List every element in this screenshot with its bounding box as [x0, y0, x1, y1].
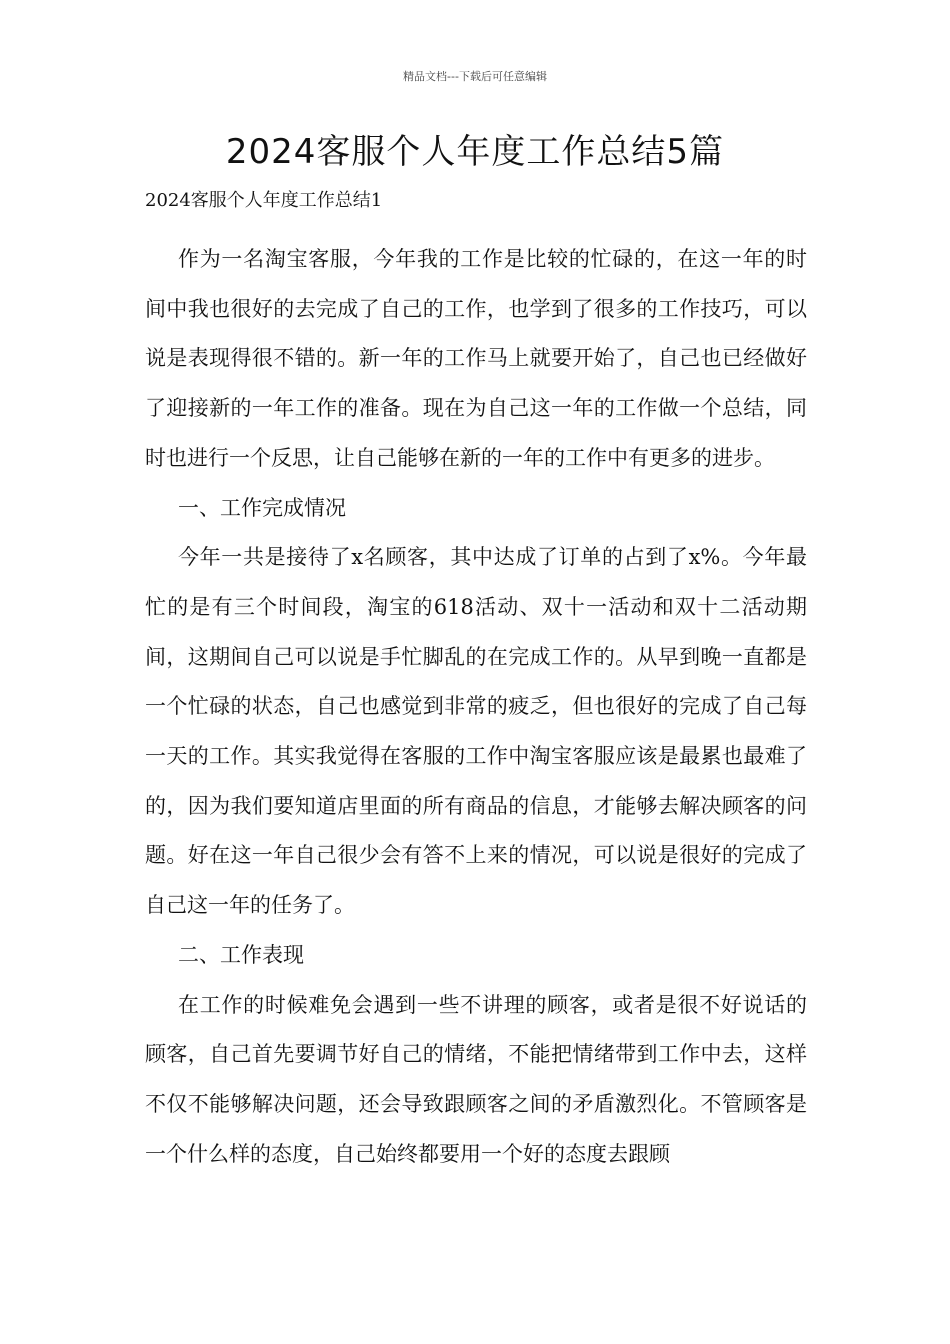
document-title: 2024客服个人年度工作总结5篇	[225, 132, 725, 172]
paragraph-work-performance: 在工作的时候难免会遇到一些不讲理的顾客，或者是很不好说话的顾客，自己首先要调节好自己的情绪，不能把情绪带到工作中去，这样不仅不能够解决问题，还会导致跟顾客之间的矛盾激烈化。不管顾客是一个什么样的态度，自己始终都要用一个好的态度去跟顾	[145, 992, 807, 1166]
paragraph-work-completion: 今年一共是接待了x名顾客，其中达成了订单的占到了x%。今年最忙的是有三个时间段，淘宝的618活动、双十一活动和双十二活动期间，这期间自己可以说是手忙脚乱的在完成工作的。从早到晚一直都是一个忙碌的状态，自己也感觉到非常的疲乏，但也很好的完成了自己每一天的工作。其实我觉得在客服的工作中淘宝客服应该是最累也最难了的，因为我们要知道店里面的所有商品的信息，才能够去解决顾客的问题。好在这一年自己很少会有答不上来的情况，可以说是很好的完成了自己这一年的任务了。	[145, 545, 807, 918]
paragraph-intro: 作为一名淘宝客服，今年我的工作是比较的忙碌的，在这一年的时间中我也很好的去完成了自己的工作，也学到了很多的工作技巧，可以说是表现得很不错的。新一年的工作马上就要开始了，自己也已经做好了迎接新的一年工作的准备。现在为自己这一年的工作做一个总结，同时也进行一个反思，让自己能够在新的一年的工作中有更多的进步。	[145, 247, 807, 470]
section-title: 2024客服个人年度工作总结1	[145, 190, 383, 211]
header-note: 精品文档---下载后可任意编辑	[403, 70, 547, 83]
heading-work-completion: 一、工作完成情况	[178, 495, 346, 520]
document-body	[145, 186, 807, 1179]
heading-work-performance: 二、工作表现	[178, 942, 304, 967]
